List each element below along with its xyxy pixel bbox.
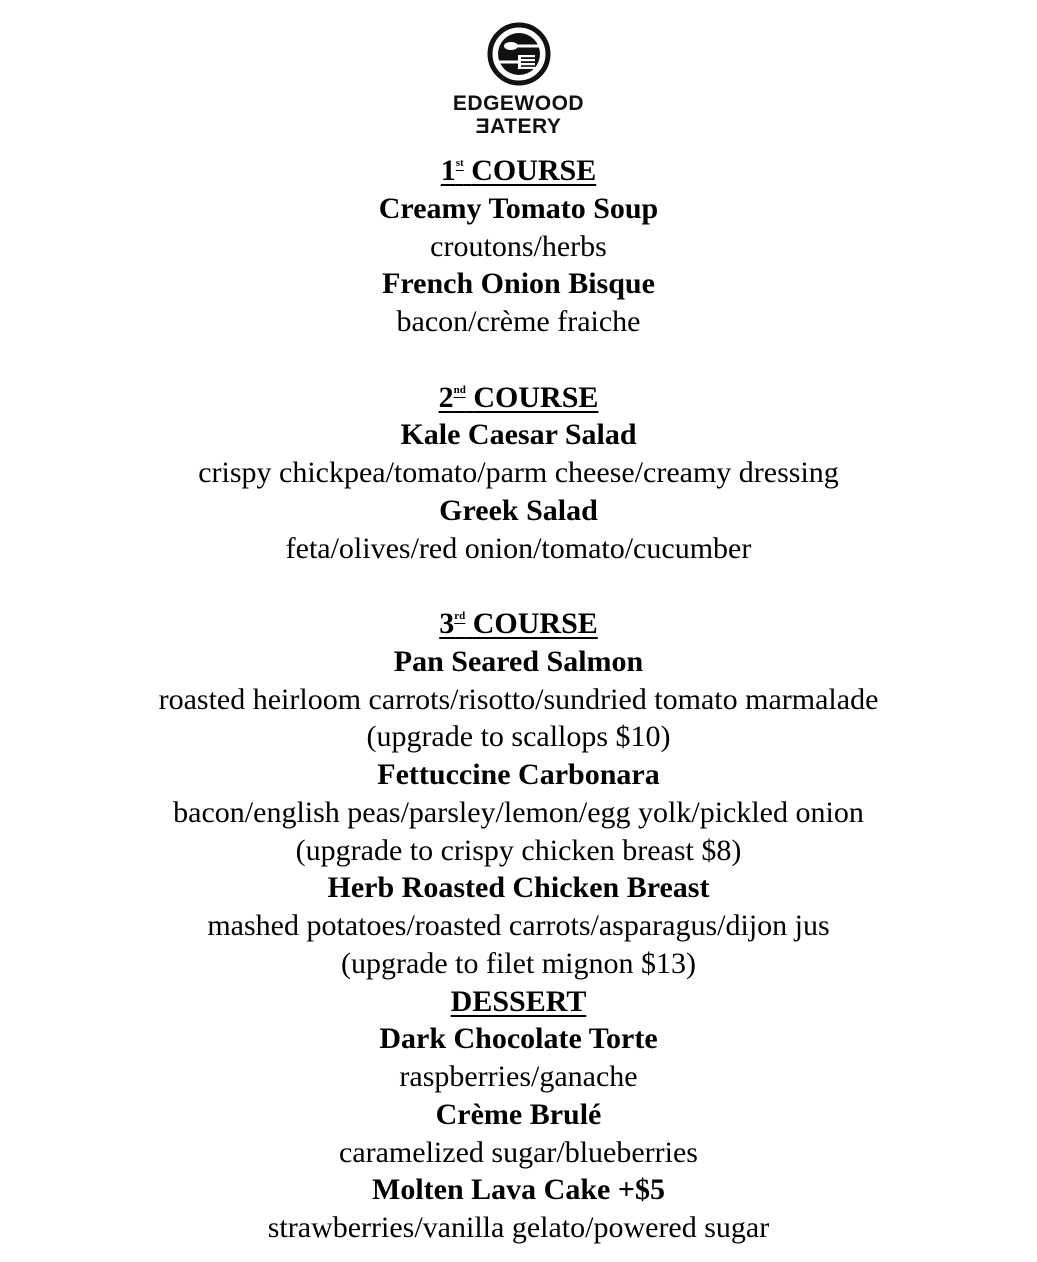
dish-name: Fettuccine Carbonara <box>377 758 660 791</box>
dish-description: crispy chickpea/tomato/parm cheese/creamy dressing <box>198 456 839 489</box>
dish-name: French Onion Bisque <box>382 267 655 301</box>
dish-description: roasted heirloom carrots/risotto/sundried tomato marmalade <box>158 682 879 716</box>
dish-name: Molten Lava Cake +$5 <box>372 1173 665 1207</box>
course-heading: 2nd COURSE <box>438 380 599 414</box>
dish-upgrade-note: (upgrade to filet mignon $13) <box>341 946 696 980</box>
dish-upgrade-note: (upgrade to crispy chicken breast $8) <box>295 833 742 867</box>
spacer <box>0 341 1037 379</box>
dish-name: Kale Caesar Salad <box>400 418 637 452</box>
dish-name: Crème Brulé <box>435 1097 602 1131</box>
dish-description: feta/olives/red onion/tomato/cucumber <box>285 531 752 565</box>
restaurant-logo <box>0 22 1037 138</box>
logo-name-line2: ƎATERY <box>475 115 562 138</box>
fork-spoon-circle-icon <box>487 22 551 86</box>
dish-description: mashed potatoes/roasted carrots/asparagus/dijon jus <box>207 909 830 942</box>
dish-description: bacon/english peas/parsley/lemon/egg yolk/pickled onion <box>173 795 864 829</box>
menu-list <box>0 152 1037 1247</box>
dish-description: bacon/crème fraiche <box>396 305 641 338</box>
course-heading: 3rd COURSE <box>439 607 598 640</box>
course-heading: 1st COURSE <box>440 154 597 187</box>
dish-description: strawberries/vanilla gelato/powered sugar <box>267 1211 770 1244</box>
dish-description: caramelized sugar/blueberries <box>339 1135 698 1169</box>
logo-name-line1: EDGEWOOD <box>452 92 585 115</box>
dish-upgrade-note: (upgrade to scallops $10) <box>366 720 671 754</box>
dish-name: Greek Salad <box>439 493 598 527</box>
dish-description: raspberries/ganache <box>399 1060 638 1093</box>
course-heading: DESSERT <box>450 984 587 1018</box>
spacer <box>0 567 1037 605</box>
dish-name: Creamy Tomato Soup <box>378 191 659 225</box>
dish-name: Herb Roasted Chicken Breast <box>327 871 710 905</box>
dish-name: Pan Seared Salmon <box>393 644 644 678</box>
dish-name: Dark Chocolate Torte <box>379 1022 658 1056</box>
dish-description: croutons/herbs <box>430 229 607 263</box>
